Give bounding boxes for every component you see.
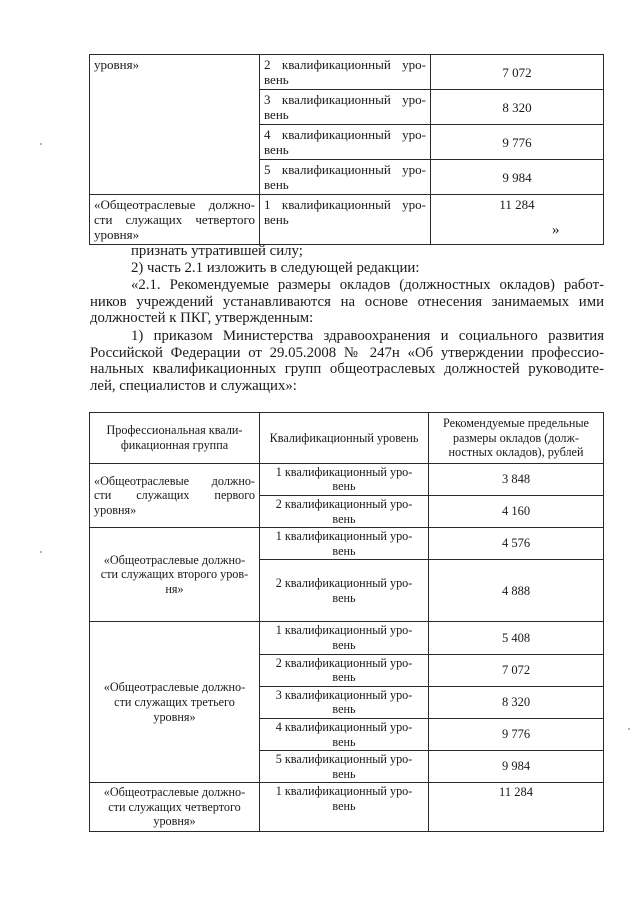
group-cell — [90, 55, 260, 195]
level-label-tail: вень — [264, 107, 289, 122]
salary-cell: 4 160 — [429, 495, 604, 527]
group-cell — [90, 622, 260, 783]
level-label-tail: вень — [264, 177, 289, 192]
level-cell — [260, 195, 431, 245]
salary-cell: 3 848 — [429, 463, 604, 495]
salary-cell: 5 408 — [429, 622, 604, 654]
salary-table — [89, 412, 604, 832]
level-label-tail: вень — [332, 734, 356, 749]
text-line: ников учреждений устанавливаются на основе отнесения занимаемых ими — [90, 293, 604, 310]
table-header-row — [90, 413, 604, 464]
salary-cell: 8 320 — [431, 90, 604, 125]
level-cell — [260, 528, 429, 560]
group-name-line: «Общеотраслевые должно- — [103, 680, 246, 695]
header-line: Профессиональная квали- — [106, 423, 243, 438]
level-label-tail: вень — [264, 142, 289, 157]
paragraph-amend: 2) часть 2.1 изложить в следующей редакции: — [131, 260, 420, 276]
group-name-line: уровня» — [94, 502, 137, 517]
text-line: «2.1. Рекомендуемые размеры окладов (должностных окладов) работ- — [131, 277, 604, 293]
level-label: 2 квалификационный уро- — [275, 496, 413, 511]
header-qualification-level: Квалификационный уровень — [260, 413, 429, 464]
salary-cell: 9 984 — [429, 751, 604, 783]
level-label: 1 квалификационный уро- — [275, 623, 413, 638]
group-cell — [90, 463, 260, 527]
group-name-line: уровня» — [153, 814, 196, 829]
level-label: 4 квалификационный уро- — [275, 719, 413, 734]
level-label-tail: вень — [332, 511, 356, 526]
level-label: 2 квалификационный уро- — [275, 576, 413, 591]
level-label-tail: вень — [332, 543, 356, 558]
group-name-line: «Общеотраслевые должно- — [103, 785, 246, 800]
table-row — [90, 463, 604, 495]
group-name-line: сти служащих четвертого — [108, 799, 241, 814]
level-cell — [260, 622, 429, 654]
text-line: лей, специалистов и служащих»: — [90, 377, 297, 394]
level-label: 3 квалификационный уро- — [275, 687, 413, 702]
salary-cell: 9 984 — [431, 160, 604, 195]
level-label: 1 квалификационный уро- — [275, 464, 413, 479]
header-professional-group — [90, 413, 260, 464]
salary-cell: 11 284 — [429, 783, 604, 832]
group-name-line: сти служащих второго уров- — [100, 567, 249, 582]
level-cell — [260, 751, 429, 783]
level-label: 1 квалификационный уро- — [275, 784, 413, 799]
group-name: уровня» — [94, 57, 140, 72]
header-recommended-salary — [429, 413, 604, 464]
level-label: 2 квалификационный уро- — [264, 57, 426, 72]
group-name-line: ня» — [165, 582, 184, 597]
level-label-tail: вень — [332, 590, 356, 605]
table-row — [90, 55, 604, 90]
level-label: 4 квалификационный уро- — [264, 127, 426, 142]
continuation-table — [89, 54, 604, 245]
group-cell — [90, 783, 260, 832]
header-line: фикационная группа — [120, 437, 229, 452]
header-line: ностных окладов), рублей — [448, 445, 584, 460]
level-cell — [260, 718, 429, 750]
closing-quote: » — [552, 222, 560, 238]
table-row — [90, 783, 604, 832]
level-cell — [260, 125, 431, 160]
level-label: 2 квалификационный уро- — [275, 655, 413, 670]
paragraph-repeal: признать утратившей силу; — [131, 243, 303, 259]
level-cell — [260, 55, 431, 90]
salary-cell: 7 072 — [429, 654, 604, 686]
group-name-line: «Общеотраслевые должно- — [103, 552, 246, 567]
level-label-tail: вень — [332, 702, 356, 717]
level-cell — [260, 654, 429, 686]
text-line: Российской Федерации от 29.05.2008 № 247н «Об утверждении профессио- — [90, 344, 604, 361]
salary-cell: 8 320 — [429, 686, 604, 718]
level-cell — [260, 560, 429, 622]
scan-speck — [628, 728, 630, 730]
text-line: нальных квалификационных групп общеотраслевых должностей руководите- — [90, 361, 604, 378]
header-line: размеры окладов (долж- — [453, 430, 579, 445]
salary-cell: 4 888 — [429, 560, 604, 622]
level-cell — [260, 90, 431, 125]
level-label: 1 квалификационный уро- — [264, 197, 426, 212]
paragraph-clause-2-1 — [90, 277, 604, 327]
header-line: Рекомендуемые предельные — [443, 416, 589, 430]
level-cell — [260, 783, 429, 832]
group-name-line: уровня» — [94, 227, 140, 242]
scan-speck — [40, 551, 42, 553]
group-name-line: уровня» — [153, 709, 196, 724]
table-row — [90, 195, 604, 245]
salary-cell: 9 776 — [431, 125, 604, 160]
level-label-tail: вень — [332, 479, 356, 494]
group-name-line: «Общеотраслевые должно- — [94, 473, 255, 488]
level-cell — [260, 686, 429, 718]
level-label-tail: вень — [332, 670, 356, 685]
table-row — [90, 622, 604, 654]
table-row — [90, 528, 604, 560]
level-cell — [260, 495, 429, 527]
level-cell — [260, 160, 431, 195]
level-label: 5 квалификационный уро- — [264, 162, 426, 177]
salary-cell: 7 072 — [431, 55, 604, 90]
level-label-tail: вень — [332, 637, 356, 652]
group-name-line: «Общеотраслевые должно- — [94, 197, 255, 212]
group-name-line: сти служащих четвертого — [94, 212, 255, 227]
group-name-line: сти служащих третьего — [114, 695, 235, 710]
level-label: 1 квалификационный уро- — [275, 529, 413, 544]
level-label-tail: вень — [332, 798, 356, 813]
group-name-line: сти служащих первого — [94, 488, 255, 503]
level-label-tail: вень — [264, 72, 289, 87]
scan-speck — [40, 143, 42, 145]
level-label: 5 квалификационный уро- — [275, 752, 413, 767]
group-cell — [90, 528, 260, 622]
level-cell — [260, 463, 429, 495]
salary-cell: 4 576 — [429, 528, 604, 560]
text-line: должностей к ПКГ, утвержденным: — [90, 310, 314, 327]
text-line: 1) приказом Министерства здравоохранения и социального развития — [131, 328, 604, 344]
salary-cell: 9 776 — [429, 718, 604, 750]
group-cell — [90, 195, 260, 245]
level-label-tail: вень — [332, 766, 356, 781]
level-label: 3 квалификационный уро- — [264, 92, 426, 107]
salary-cell: 11 284 — [431, 195, 604, 245]
level-label-tail: вень — [264, 212, 289, 227]
paragraph-order — [90, 328, 604, 394]
